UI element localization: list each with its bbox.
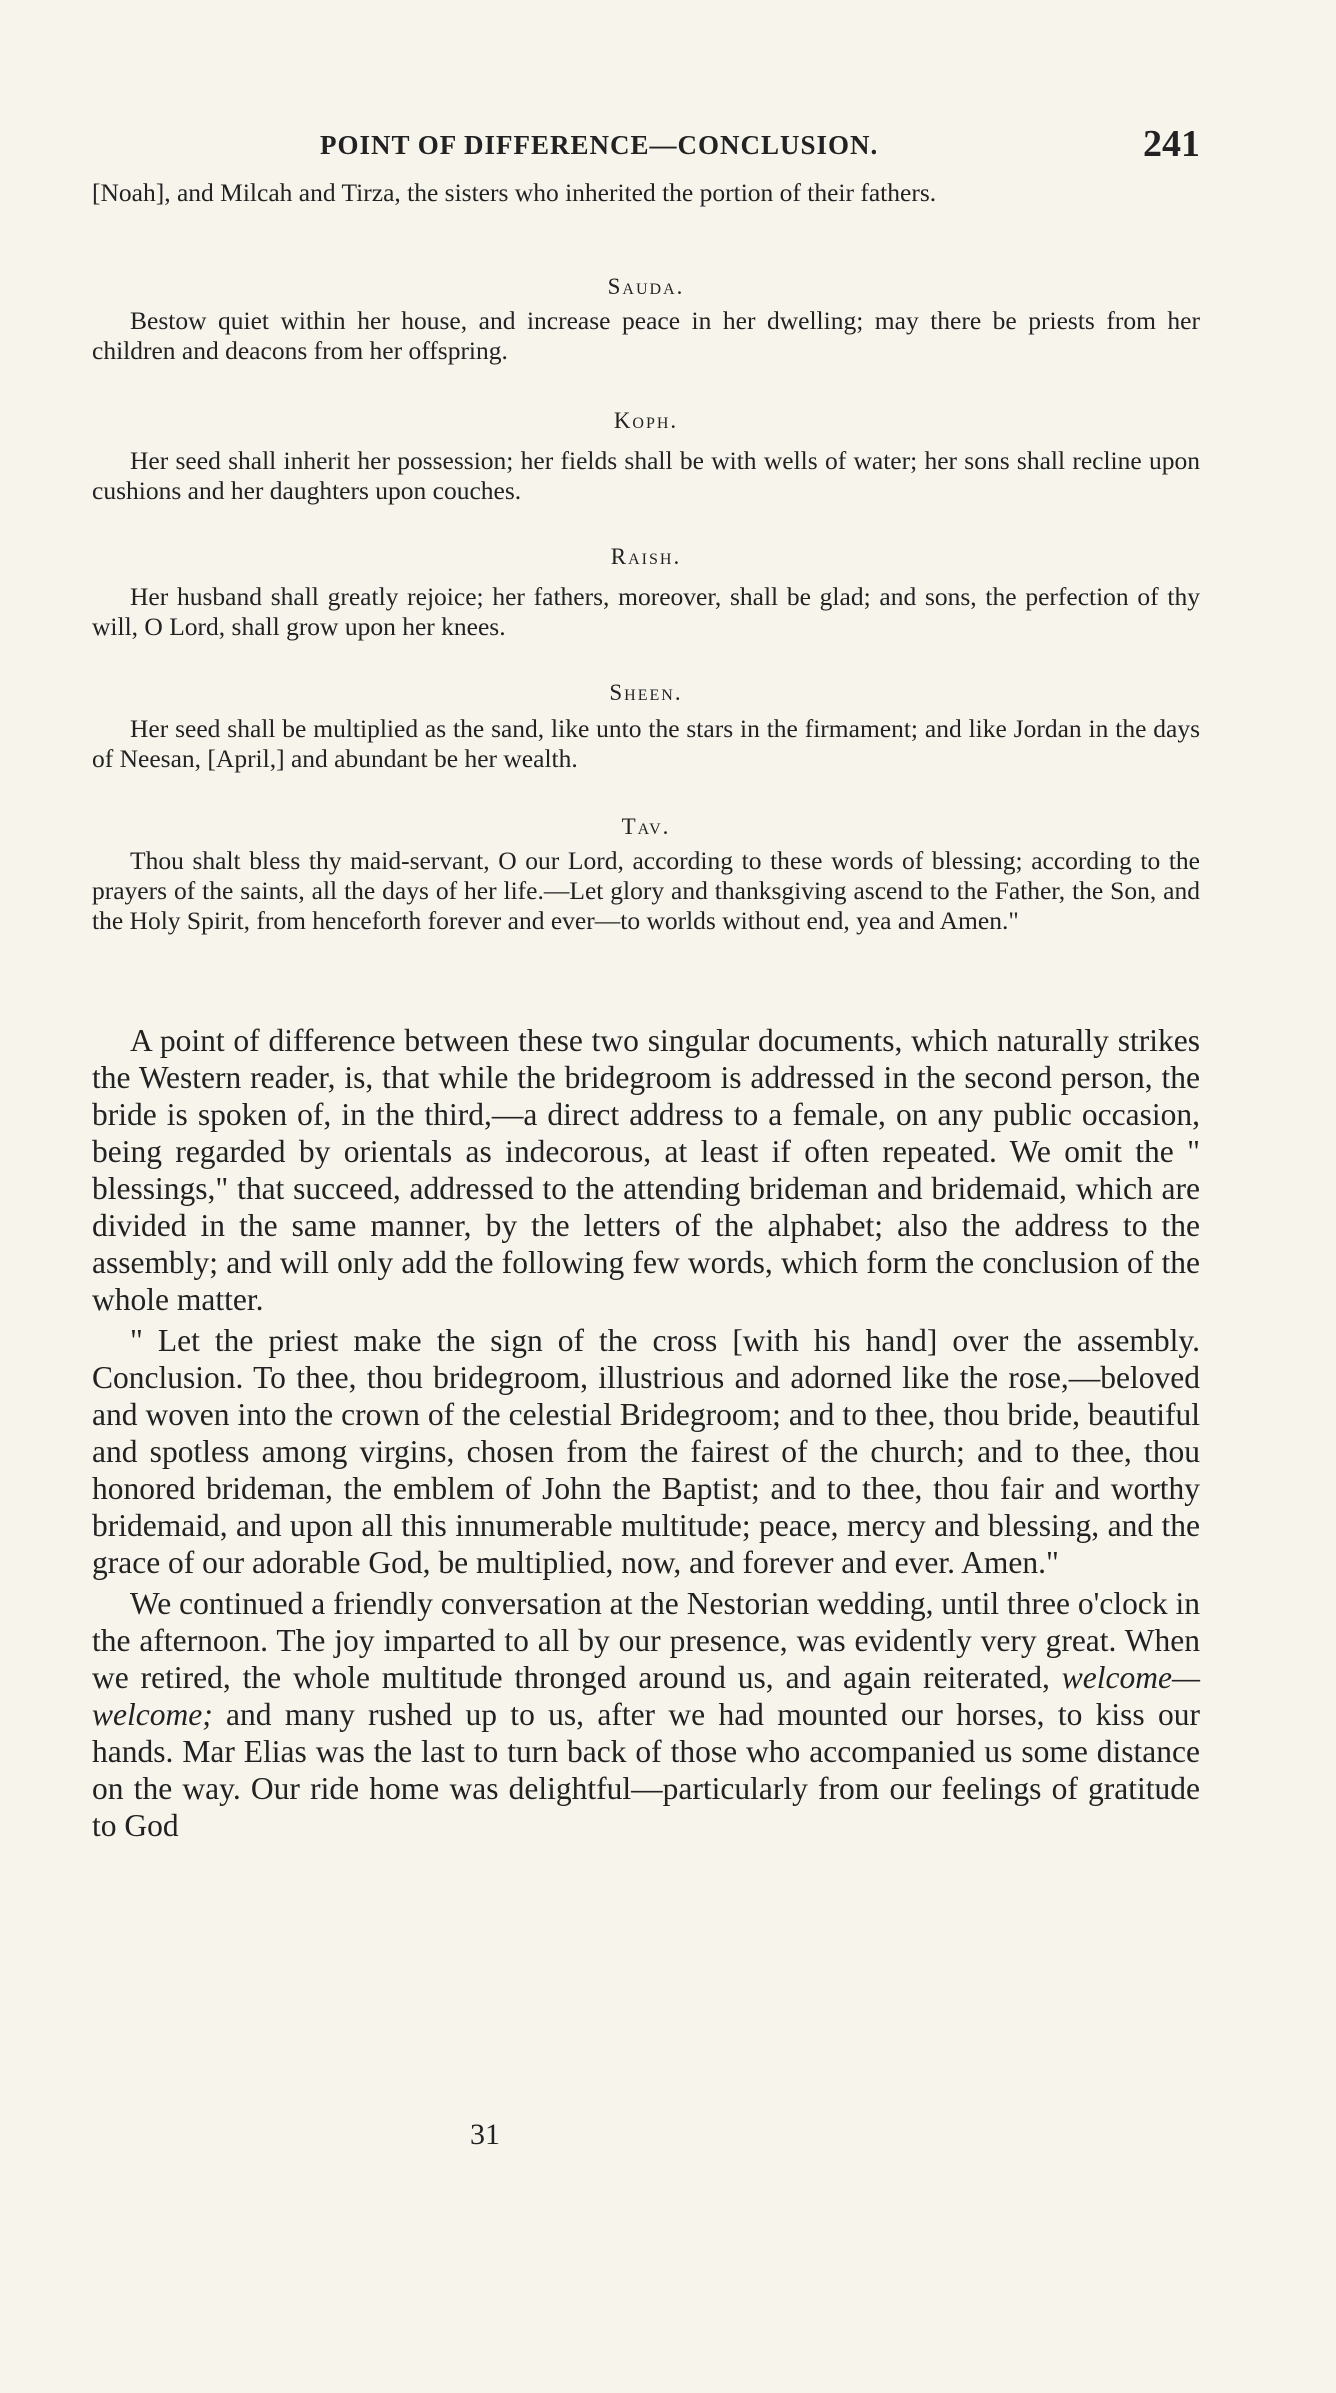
verse-text: Her seed shall inherit her possession; her fields shall be with wells of water; her sons shall recline upon cushions and her daughters upon couches.	[92, 446, 1200, 505]
verse-heading: Sauda.	[607, 274, 685, 299]
verse-koph	[92, 406, 1200, 506]
verse-continuation	[92, 178, 1200, 208]
verse-text: Bestow quiet within her house, and increase peace in her dwelling; may there be priests from her children and deacons from her offspring.	[92, 306, 1200, 365]
verse-tav	[92, 812, 1200, 936]
body-text	[92, 1022, 1200, 1844]
running-title: POINT OF DIFFERENCE—CONCLUSION.	[320, 130, 879, 160]
paragraph-text: We continued a friendly conversation at the Nestorian wedding, until three o'clock in the afternoon. The joy imparted to all by our presence, was evidently very great. When we retired, the whole multitude thronged around us, and again reiterated,	[92, 1586, 1200, 1695]
signature-mark: 31	[470, 2118, 500, 2151]
verse-sheen	[92, 678, 1200, 774]
verse-heading: Tav.	[621, 814, 671, 839]
verse-heading: Sheen.	[609, 680, 683, 705]
verse-raish	[92, 542, 1200, 642]
paragraph: " Let the priest make the sign of the cross [with his hand] over the assembly. Conclusion. To thee, thou bridegroom, illustrious and adorned like the rose,—beloved and woven into the crown of the celestial Bridegroom; and to thee, thou bride, beautiful and spotless among virgins, chosen from the fairest of the church; and to thee, thou honored brideman, the emblem of John the Baptist; and to thee, thou fair and worthy bridemaid, and upon all this innumerable multitude; peace, mercy and blessing, and the grace of our adorable God, be multiplied, now, and forever and ever. Amen."	[92, 1323, 1200, 1580]
page-number: 241	[1143, 123, 1200, 165]
verse-sauda	[92, 272, 1200, 366]
verse-text: [Noah], and Milcah and Tirza, the sisters who inherited the portion of their fathers.	[92, 178, 937, 207]
paragraph: A point of difference between these two singular documents, which naturally strikes the Western reader, is, that while the bridegroom is addressed in the second person, the bride is spoken of, in the third,—a direct address to a female, on any public occasion, being regarded by orientals as indecorous, at least if often repeated. We omit the " blessings," that succeed, addressed to the attending brideman and bridemaid, which are divided in the same manner, by the letters of the alphabet; also the address to the assembly; and will only add the following few words, which form the conclusion of the whole matter.	[92, 1023, 1200, 1317]
paragraph-text: and many rushed up to us, after we had mounted our horses, to kiss our hands. Mar Elias was the last to turn back of those who accompanied us some distance on the way. Our ride home was delightful—particularly from our feelings of gratitude to God	[92, 1697, 1201, 1843]
verse-text: Her seed shall be multiplied as the sand, like unto the stars in the firmament; and like Jordan in the days of Neesan, [April,] and abundant be her wealth.	[92, 714, 1200, 773]
paragraph	[92, 1585, 1200, 1844]
verse-heading: Raish.	[610, 544, 682, 569]
verse-heading: Koph.	[613, 408, 679, 433]
italic-welcome: welcome—welcome;	[92, 1660, 1200, 1732]
verse-text: Thou shalt bless thy maid-servant, O our Lord, according to these words of blessing; according to the prayers of the saints, all the days of her life.—Let glory and thanksgiving ascend to the Father, the Son, and the Holy Spirit, from henceforth forever and ever—to worlds without end, yea and Amen."	[92, 846, 1200, 935]
verse-text: Her husband shall greatly rejoice; her fathers, moreover, shall be glad; and sons, the perfection of thy will, O Lord, shall grow upon her knees.	[92, 582, 1200, 641]
page-header	[90, 122, 1200, 172]
